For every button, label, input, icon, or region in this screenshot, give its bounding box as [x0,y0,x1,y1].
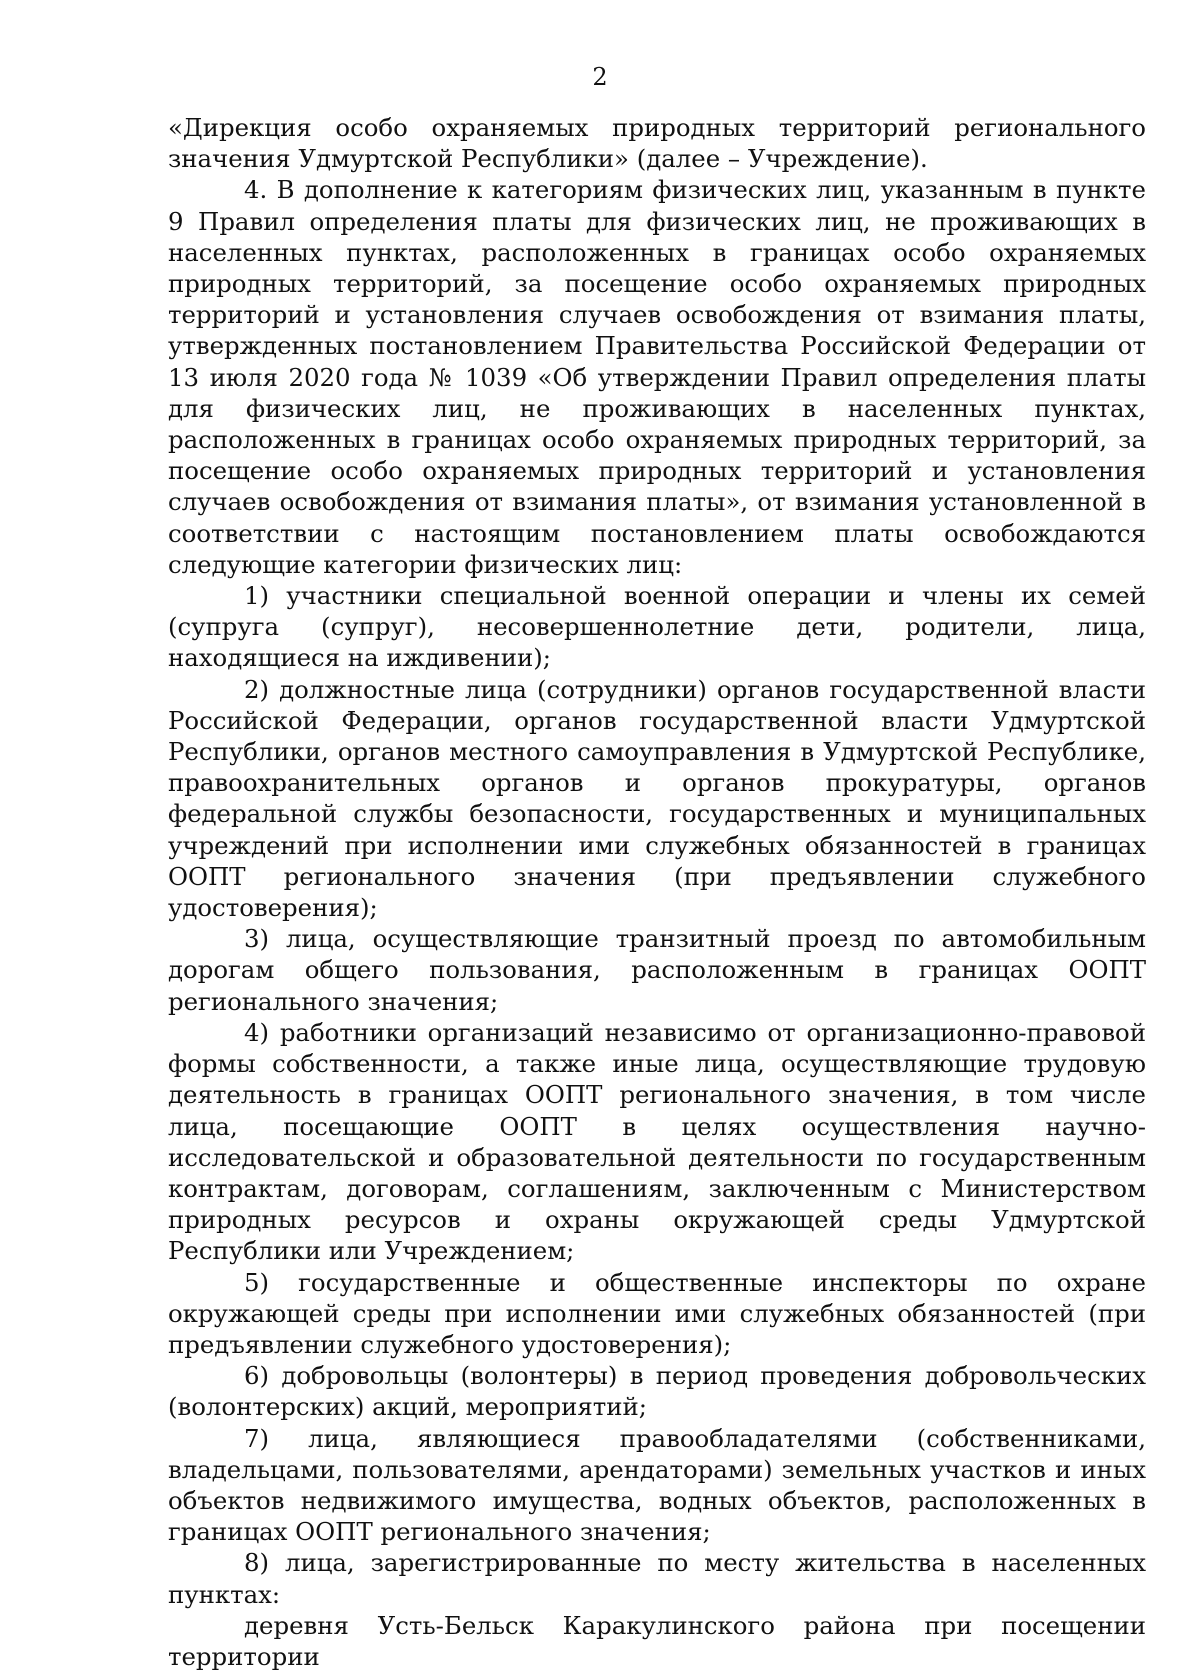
paragraph-item-4-6: 6) добровольцы (волонтеры) в период проведения добровольческих (волонтерских) акций, мероприятий; [168,1361,1146,1422]
page-number: 2 [592,63,608,91]
paragraph-item-4-5: 5) государственные и общественные инспекторы по охране окружающей среды при исполнении ими служебных обязанностей (при предъявлении служебного удостоверения); [168,1267,1146,1359]
paragraph-item-4-3: 3) лица, осуществляющие транзитный проезд по автомобильным дорогам общего пользования, расположенным в границах ООПТ регионального значения; [168,924,1146,1016]
paragraph-item-4-2: 2) должностные лица (сотрудники) органов государственной власти Российской Федерации, органов государственной власти Удмуртской Республики, органов местного самоуправления в Удмуртской Республике, правоохранительных органов и органов прокуратуры, органов федеральной службы безопасности, государственных и муниципальных учреждений при исполнении ими служебных обязанностей в границах ООПТ регионального значения (при предъявлении служебного удостоверения); [168,674,1146,923]
paragraph-intro: «Дирекция особо охраняемых природных территорий регионального значения Удмуртской Республики» (далее – Учреждение). [168,113,1146,174]
paragraph-item-4: 4. В дополнение к категориям физических лиц, указанным в пункте 9 Правил определения платы для физических лиц, не проживающих в населенных пунктах, расположенных в границах особо охраняемых природных территорий, за посещение особо охраняемых природных территорий и установления случаев освобождения от взимания платы, утвержденных постановлением Правительства Российской Федерации от 13 июля 2020 года № 1039 «Об утверждении Правил определения платы для физических лиц, не проживающих в населенных пунктах, расположенных в границах особо охраняемых природных территорий, за посещение особо охраняемых природных территорий и установления случаев освобождения от взимания платы», от взимания установленной в соответствии с настоящим постановлением платы освобождаются следующие категории физических лиц: [168,175,1146,579]
paragraph-item-4-8: 8) лица, зарегистрированные по месту жительства в населенных пунктах: [168,1548,1146,1609]
paragraph-item-4-1: 1) участники специальной военной операции и члены их семей (супруга (супруг), несовершеннолетние дети, родители, лица, находящиеся на иждивении); [168,581,1146,673]
paragraph-item-4-8-a: деревня Усть-Бельск Каракулинского района при посещении территории [168,1610,1146,1671]
paragraph-item-4-4: 4) работники организаций независимо от организационно-правовой формы собственности, а также иные лица, осуществляющие трудовую деятельность в границах ООПТ регионального значения, в том числе лица, посещающие ООПТ в целях осуществления научно-исследовательской и образовательной деятельности по государственным контрактам, договорам, соглашениям, заключенным с Министерством природных ресурсов и охраны окружающей среды Удмуртской Республики или Учреждением; [168,1017,1146,1266]
document-body [168,112,1146,1672]
paragraph-item-4-7: 7) лица, являющиеся правообладателями (собственниками, владельцами, пользователями, арендаторами) земельных участков и иных объектов недвижимого имущества, водных объектов, расположенных в границах ООПТ регионального значения; [168,1423,1146,1547]
